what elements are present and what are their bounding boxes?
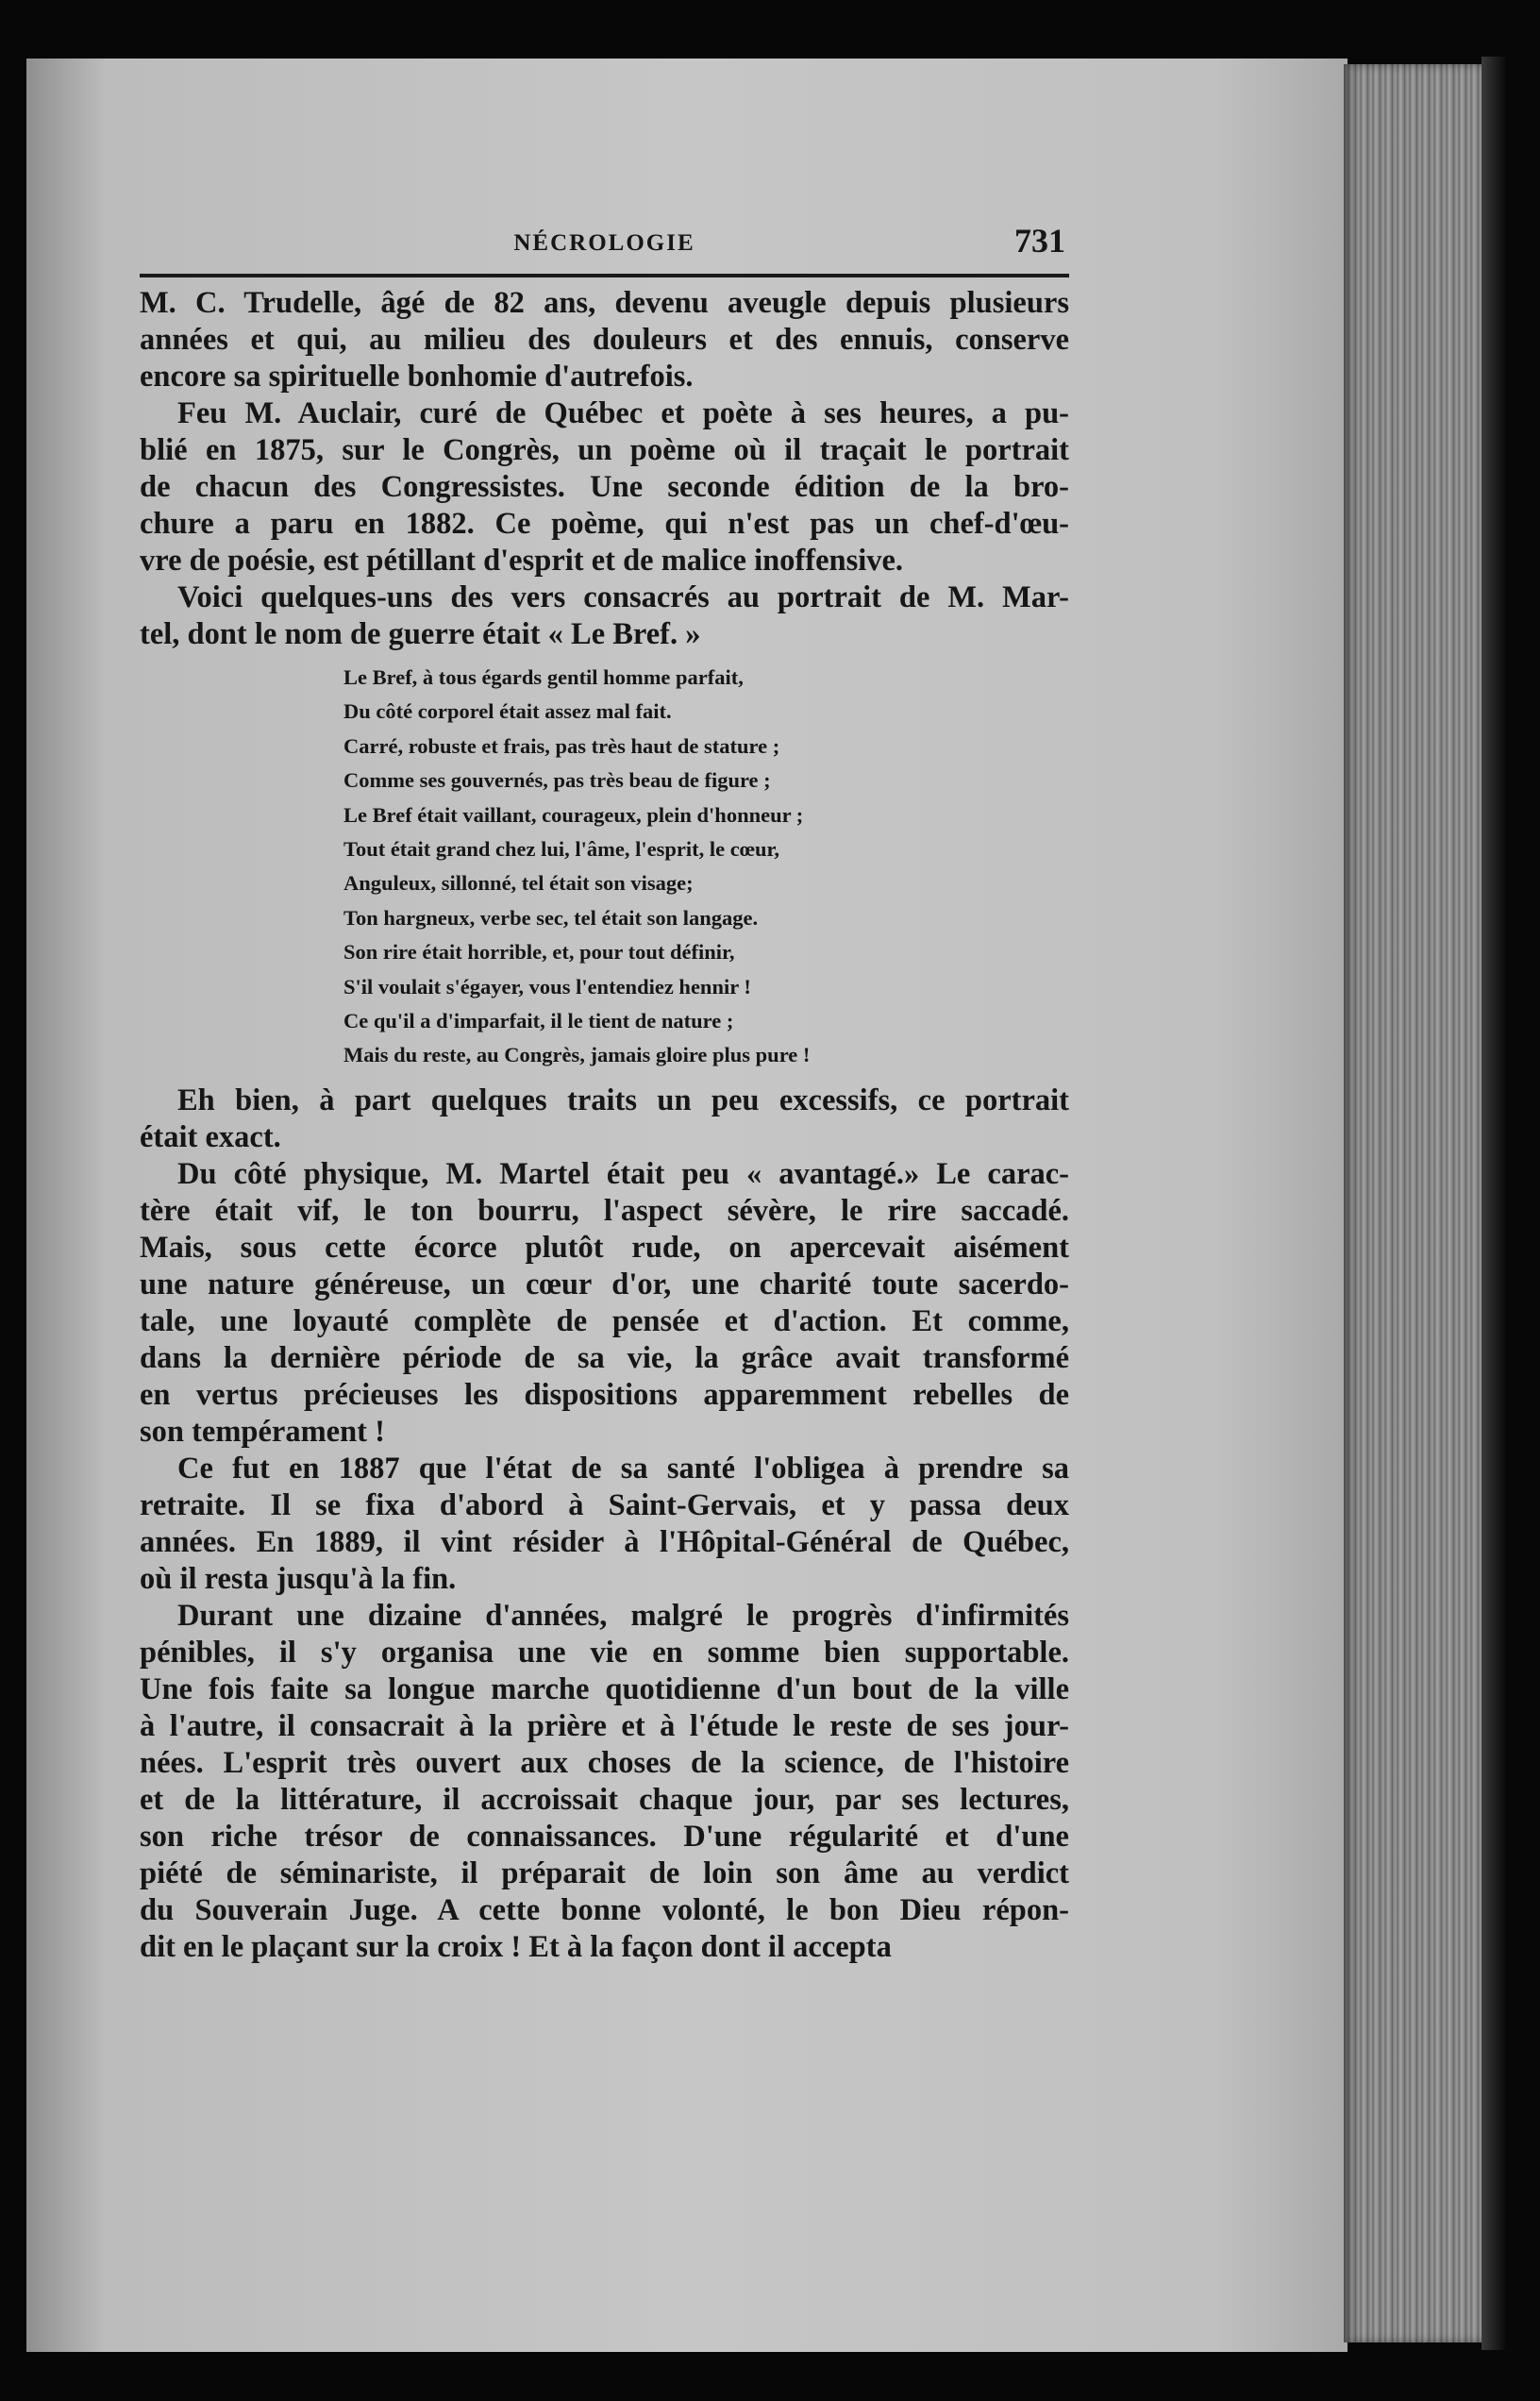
- paragraph: [140, 1598, 1069, 1966]
- poem-verse: Ce qu'il a d'imparfait, il le tient de nature ;: [343, 1009, 734, 1033]
- text-line: Voici quelques-uns des vers consacrés au portrait de M. Mar-: [177, 580, 1069, 614]
- text-line: retraite. Il se fixa d'abord à Saint-Gervais, et y passa deux: [140, 1487, 1069, 1522]
- text-line: son riche trésor de connaissances. D'une régularité et d'une: [140, 1819, 1069, 1854]
- text-line: du Souverain Juge. A cette bonne volonté, le bon Dieu répon-: [140, 1892, 1069, 1927]
- poem-verse: Mais du reste, au Congrès, jamais gloire plus pure !: [343, 1043, 811, 1067]
- paragraph: [140, 395, 1069, 579]
- text-line: encore sa spirituelle bonhomie d'autrefois.: [140, 360, 694, 394]
- text-line: en vertus précieuses les dispositions apparemment rebelles de: [140, 1377, 1069, 1412]
- text-line: dans la dernière période de sa vie, la grâce avait transformé: [140, 1340, 1069, 1375]
- text-line: chure a paru en 1882. Ce poème, qui n'est pas un chef-d'œu-: [140, 507, 1069, 541]
- text-line: vre de poésie, est pétillant d'esprit et de malice inoffensive.: [140, 544, 904, 578]
- page-header: [140, 217, 1069, 277]
- poem-verse: Du côté corporel était assez mal fait.: [343, 699, 672, 724]
- text-line: dit en le plaçant sur la croix ! Et à la façon dont il accepta: [140, 1929, 892, 1964]
- text-line: Durant une dizaine d'années, malgré le progrès d'infirmités: [177, 1598, 1069, 1633]
- text-line: blié en 1875, sur le Congrès, un poème où il traçait le portrait: [140, 433, 1069, 467]
- text-line: tère était vif, le ton bourru, l'aspect sévère, le rire saccadé.: [140, 1193, 1069, 1228]
- poem-block: [343, 661, 1069, 1073]
- poem-verse: S'il voulait s'égayer, vous l'entendiez hennir !: [343, 974, 751, 999]
- poem-verse: Carré, robuste et frais, pas très haut de stature ;: [343, 733, 780, 758]
- text-line: Du côté physique, M. Martel était peu « avantagé.» Le carac-: [177, 1156, 1069, 1191]
- text-line: à l'autre, il consacrait à la prière et à l'étude le reste de ses jour-: [140, 1708, 1069, 1743]
- text-line: nées. L'esprit très ouvert aux choses de la science, de l'histoire: [140, 1745, 1069, 1780]
- text-line: tel, dont le nom de guerre était « Le Bref. »: [140, 617, 701, 651]
- text-line: Ce fut en 1887 que l'état de sa santé l'obligea à prendre sa: [177, 1451, 1069, 1486]
- poem-verse: Ton hargneux, verbe sec, tel était son langage.: [343, 905, 759, 930]
- text-line: Une fois faite sa longue marche quotidienne d'un bout de la ville: [140, 1671, 1069, 1706]
- text-line: et de la littérature, il accroissait chaque jour, par ses lectures,: [140, 1782, 1069, 1817]
- text-line: Feu M. Auclair, curé de Québec et poète à ses heures, a pu-: [177, 396, 1069, 430]
- poem-verse: Le Bref, à tous égards gentil homme parfait,: [343, 665, 744, 689]
- paragraph: [140, 1451, 1069, 1598]
- paragraph: [140, 285, 1069, 395]
- page-number: 731: [1014, 222, 1065, 260]
- text-line: où il resta jusqu'à la fin.: [140, 1561, 457, 1596]
- text-line: années et qui, au milieu des douleurs et des ennuis, conserve: [140, 323, 1069, 357]
- poem-verse: Anguleux, sillonné, tel était son visage;: [343, 871, 694, 896]
- text-line: piété de séminariste, il préparait de loin son âme au verdict: [140, 1855, 1069, 1890]
- body-before-poem: [140, 285, 1069, 653]
- text-line: tale, une loyauté complète de pensée et d'action. Et comme,: [140, 1303, 1069, 1338]
- text-line: M. C. Trudelle, âgé de 82 ans, devenu aveugle depuis plusieurs: [140, 286, 1069, 320]
- text-line: son tempérament !: [140, 1414, 385, 1449]
- poem-verse: Son rire était horrible, et, pour tout définir,: [343, 940, 735, 965]
- text-line: Eh bien, à part quelques traits un peu excessifs, ce portrait: [177, 1083, 1069, 1117]
- paragraph: [140, 579, 1069, 653]
- text-line: une nature généreuse, un cœur d'or, une charité toute sacerdo-: [140, 1267, 1069, 1301]
- poem-verse: Comme ses gouvernés, pas très beau de figure ;: [343, 768, 771, 793]
- body-after-poem: [140, 1083, 1069, 1966]
- paragraph: [140, 1156, 1069, 1451]
- text-line: était exact.: [140, 1119, 281, 1154]
- text-line: de chacun des Congressistes. Une seconde édition de la bro-: [140, 470, 1069, 504]
- text-line: années. En 1889, il vint résider à l'Hôpital-Général de Québec,: [140, 1524, 1069, 1559]
- book-edge-shadow: [1481, 57, 1508, 2350]
- poem-verse: Le Bref était vaillant, courageux, plein d'honneur ;: [343, 802, 804, 827]
- paragraph: [140, 1083, 1069, 1156]
- book-page-edges: [1344, 64, 1495, 2342]
- text-block: [140, 217, 1069, 1966]
- running-head: NÉCROLOGIE: [513, 230, 695, 256]
- text-line: pénibles, il s'y organisa une vie en somme bien supportable.: [140, 1635, 1069, 1670]
- poem-verse: Tout était grand chez lui, l'âme, l'esprit, le cœur,: [343, 837, 780, 862]
- text-line: Mais, sous cette écorce plutôt rude, on apercevait aisément: [140, 1230, 1069, 1265]
